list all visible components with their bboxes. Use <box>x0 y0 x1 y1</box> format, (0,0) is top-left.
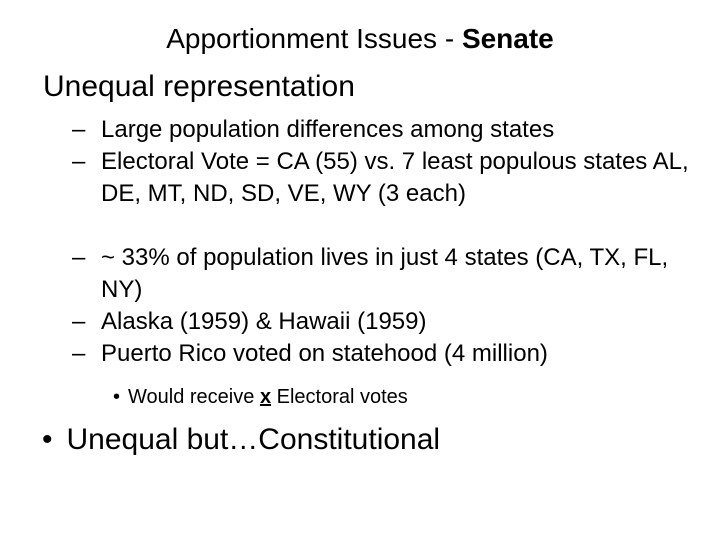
list-item <box>72 114 692 146</box>
list-item-text: Puerto Rico voted on statehood (4 million) <box>101 340 548 367</box>
list-item <box>72 242 692 306</box>
sub-item-emphasis: x <box>259 386 272 408</box>
list-item-text: Electoral Vote = CA (55) vs. 7 least populous states AL, DE, MT, ND, SD, VE, WY (3 each) <box>101 148 689 207</box>
dash-marker: – <box>72 308 86 335</box>
list-item-text: Alaska (1959) & Hawaii (1959) <box>101 308 427 335</box>
dash-marker: – <box>72 148 86 175</box>
list-item <box>72 306 692 338</box>
slide-title <box>0 20 720 58</box>
sub-list-item <box>113 383 408 411</box>
sub-item-text-after: Electoral votes <box>271 386 408 408</box>
bottom-bullet <box>42 420 440 460</box>
title-emphasis: Senate <box>461 23 554 54</box>
bottom-bullet-text: Unequal but…Constitutional <box>66 423 441 456</box>
dash-marker: – <box>72 116 86 143</box>
dash-marker: – <box>72 244 86 271</box>
bullet-marker: • <box>113 386 121 408</box>
section-heading: Unequal representation <box>43 70 355 103</box>
bullet-marker: • <box>42 423 53 456</box>
title-text: Apportionment Issues - <box>166 23 462 54</box>
list-item <box>72 146 692 210</box>
sub-item-text-before: Would receive <box>128 386 260 408</box>
list-item-text: ~ 33% of population lives in just 4 states (CA, TX, FL, NY) <box>101 244 669 303</box>
list-item <box>72 338 692 370</box>
list-item-text: Large population differences among states <box>101 116 555 143</box>
dash-marker: – <box>72 340 86 367</box>
